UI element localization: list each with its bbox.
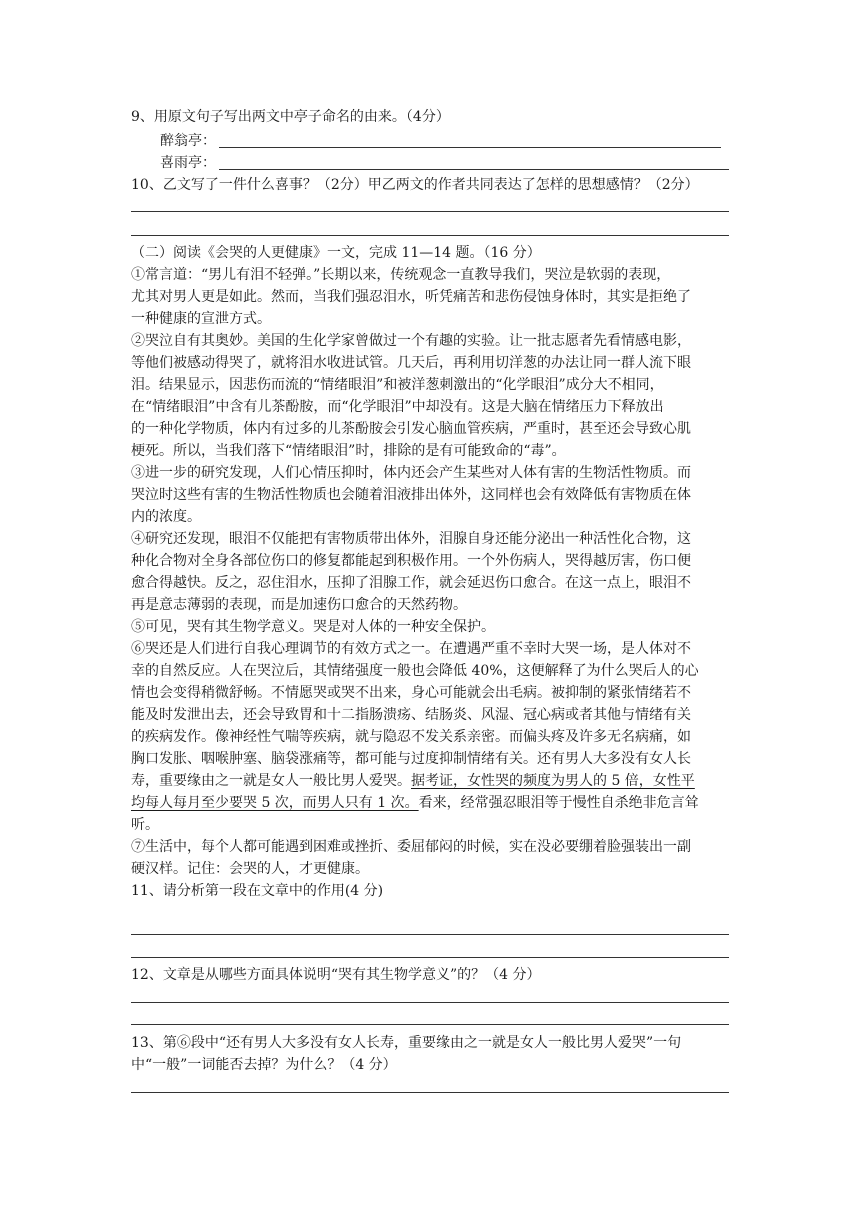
answer-line[interactable]	[131, 934, 729, 935]
passage-line: 一种健康的宣泄方式。	[131, 311, 271, 327]
passage-line: 硬汉样。记住：会哭的人，才更健康。	[131, 861, 369, 877]
answer-line[interactable]	[131, 1092, 729, 1093]
passage-line: 愈合得越快。反之，忍住泪水，压抑了泪腺工作，就会延迟伤口愈合。在这一点上，眼泪不	[131, 575, 691, 591]
answer-line[interactable]	[131, 1024, 729, 1025]
passage-line: 幸的自然反应。人在哭泣后，其情绪强度一般也会降低 40%，这便解释了为什么哭后人的心	[131, 663, 699, 679]
underlined-text: 据考证，女性哭的频度为男人的 5 倍，女性平	[411, 773, 695, 789]
passage-line: 能及时发泄出去，还会导致胃和十二指肠溃疡、结肠炎、风湿、冠心病或者其他与情绪有关	[131, 707, 691, 723]
passage-line: 种化合物对全身各部位伤口的修复都能起到积极作用。一个外伤病人，哭得越厉害，伤口便	[131, 553, 691, 569]
passage-line: ⑤可见，哭有其生物学意义。哭是对人体的一种安全保护。	[131, 619, 495, 635]
passage-text: 寿，重要缘由之一就是女人一般比男人爱哭。	[131, 773, 411, 789]
label-xiyu-pavilion: 喜雨亭：	[160, 155, 216, 171]
answer-line[interactable]	[131, 235, 729, 236]
label-zuiweng-pavilion: 醉翁亭：	[160, 133, 216, 149]
passage-line: 等他们被感动得哭了，就将泪水收进试管。几天后，再利用切洋葱的办法让同一群人流下眼	[131, 355, 691, 371]
answer-line[interactable]	[219, 169, 729, 170]
passage-line: ⑦生活中，每个人都可能遇到困难或挫折、委屈郁闷的时候，实在没必要绷着脸强装出一副	[131, 839, 691, 855]
passage-line	[131, 770, 729, 792]
question-13: 中“一般”一词能否去掉？为什么？（4 分）	[131, 1057, 397, 1073]
passage-line: 情也会变得稍微舒畅。不情愿哭或哭不出来，身心可能就会出毛病。被抑制的紧张情绪若不	[131, 685, 691, 701]
section-heading: （二）阅读《会哭的人更健康》一文，完成 11—14 题。（16 分）	[131, 245, 541, 261]
passage-line: 的一种化学物质，体内有过多的儿茶酚胺会引发心脑血管疾病，严重时，甚至还会导致心肌	[131, 421, 691, 437]
passage-line: 的疾病发作。像神经性气喘等疾病，就与隐忍不发关系亲密。而偏头疼及许多无名病痛，如	[131, 729, 691, 745]
passage-text: 看来，经常强忍眼泪等于慢性自杀绝非危言耸	[418, 795, 699, 811]
question-10: 10、乙文写了一件什么喜事？（2分）甲乙两文的作者共同表达了怎样的思想感情？（2分）	[131, 177, 699, 193]
passage-line	[131, 792, 729, 814]
passage-line: 哭泣时这些有害的生物活性物质也会随着泪液排出体外，这同样也会有效降低有害物质在体	[131, 487, 691, 503]
passage-line: ③进一步的研究发现，人们心情压抑时，体内还会产生某些对人体有害的生物活性物质。而	[131, 465, 691, 481]
passage-line: 泪。结果显示，因悲伤而流的“情绪眼泪”和被洋葱刺激出的“化学眼泪”成分大不相同，	[131, 377, 664, 393]
passage-line: ④研究还发现，眼泪不仅能把有害物质带出体外，泪腺自身还能分泌出一种活性化合物，这	[131, 531, 691, 547]
question-13: 13、第⑥段中“还有男人大多没有女人长寿，重要缘由之一就是女人一般比男人爱哭”一句	[131, 1035, 682, 1051]
answer-line[interactable]	[131, 1002, 729, 1003]
passage-line: 梗死。所以，当我们落下“情绪眼泪”时，排除的是有可能致命的“毒”。	[131, 443, 566, 459]
answer-line[interactable]	[131, 211, 729, 212]
passage-line: 胸口发胀、咽喉肿塞、脑袋涨痛等，都可能与过度抑制情绪有关。还有男人大多没有女人长	[131, 751, 691, 767]
underlined-text: 均每人每月至少要哭 5 次，而男人只有 1 次。	[131, 795, 419, 811]
answer-line[interactable]	[131, 957, 729, 958]
passage-line: 听。	[131, 817, 159, 833]
passage-line: ⑥哭还是人们进行自我心理调节的有效方式之一。在遭遇严重不幸时大哭一场，是人体对不	[131, 641, 691, 657]
question-9: 9、用原文句子写出两文中亭子命名的由来。（4分）	[131, 109, 450, 125]
passage-line: 再是意志薄弱的表现，而是加速伤口愈合的天然药物。	[131, 597, 467, 613]
answer-line[interactable]	[219, 147, 721, 148]
question-11: 11、请分析第一段在文章中的作用(4 分)	[131, 883, 384, 899]
question-12: 12、文章是从哪些方面具体说明“哭有其生物学意义”的？（4 分）	[131, 967, 541, 983]
passage-line: ②哭泣自有其奥妙。美国的生化学家曾做过一个有趣的实验。让一批志愿者先看情感电影，	[131, 333, 691, 349]
passage-line: ①常言道：“男儿有泪不轻弹。”长期以来，传统观念一直教导我们，哭泣是软弱的表现，	[131, 267, 671, 283]
passage-line: 内的浓度。	[131, 509, 201, 525]
passage-line: 尤其对男人更是如此。然而，当我们强忍泪水，听凭痛苦和悲伤侵蚀身体时，其实是拒绝了	[131, 289, 691, 305]
passage-line: 在“情绪眼泪”中含有儿茶酚胺，而“化学眼泪”中却没有。这是大脑在情绪压力下释放出	[131, 399, 664, 415]
